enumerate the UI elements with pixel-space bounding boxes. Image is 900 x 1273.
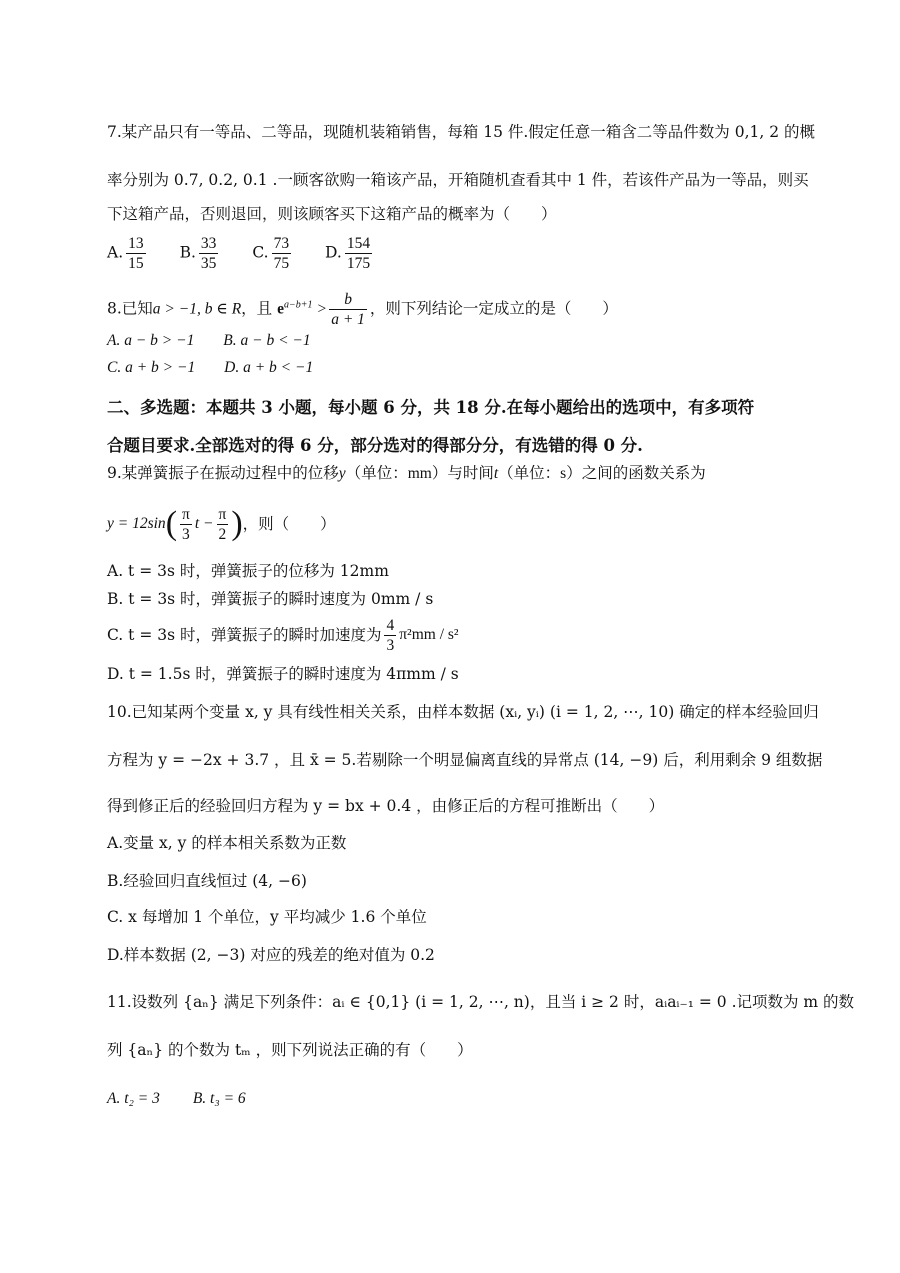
q11-option-b: B. t₃ = 6 (192, 1090, 246, 1107)
q7-option-b: B. $\frac{33}{35}$ (179, 235, 217, 272)
q9-option-a: A. t = 3s 时，弹簧振子的位移为 12mm (107, 562, 389, 580)
q9-function: y = 12sin ( $\frac{\pi}{3}$ t − $\frac{\pi}{2}$ ) ，则（ ） (107, 505, 336, 543)
q8-options-cd (107, 357, 313, 378)
q7-option-d: D. $\frac{154}{175}$ (325, 235, 371, 272)
q9-option-d: D. t = 1.5s 时，弹簧振子的瞬时速度为 4πmm / s (107, 665, 459, 683)
q7-line-2: 率分别为 0.7, 0.2, 0.1 .一顾客欲购一箱该产品，开箱随机查看其中 1 件，若该件产品为一等品，则买 (107, 171, 809, 189)
q11-line-2: 列 {aₙ} 的个数为 tₘ ，则下列说法正确的有（ ） (107, 1041, 473, 1059)
q8-options-ab (107, 330, 311, 351)
section-2-heading-line-2: 合题目要求.全部选对的得 6 分，部分选对的得部分分，有选错的得 0 分. (107, 436, 643, 455)
q8-option-d: D. a + b < −1 (224, 359, 314, 376)
q9-option-c: C. t = 3s 时，弹簧振子的瞬时加速度为 $\frac{4}{3}$ π²mm / s² (107, 616, 459, 654)
q8-option-a: A. a − b > −1 (107, 332, 195, 349)
q7-option-a: A. $\frac{13}{15}$ (107, 235, 144, 272)
q10-line-1: 10.已知某两个变量 x, y 具有线性相关关系，由样本数据 (xᵢ, yᵢ) (i = 1, 2, ⋯, 10) 确定的样本经验回归 (107, 703, 819, 721)
q7-line-3: 下这箱产品，否则退回，则该顾客买下这箱产品的概率为（ ） (107, 205, 557, 223)
q10-line-2: 方程为 y = −2x + 3.7 ，且 x̄ = 5.若剔除一个明显偏离直线的异常点 (14, −9) 后，利用剩余 9 组数据 (107, 751, 823, 769)
q7-option-c: C. $\frac{73}{75}$ (252, 235, 290, 272)
q10-option-d: D.样本数据 (2, −3) 对应的残差的绝对值为 0.2 (107, 946, 435, 964)
q8-option-c: C. a + b > −1 (107, 359, 196, 376)
q11-options (107, 1088, 246, 1109)
q7-line-1: 7.某产品只有一等品、二等品，现随机装箱销售，每箱 15 件.假定任意一箱含二等品件数为 0,1, 2 的概 (107, 123, 816, 141)
q11-line-1: 11.设数列 {aₙ} 满足下列条件：aᵢ ∈ {0,1} (i = 1, 2, ⋯, n)，且当 i ≥ 2 时，aᵢaᵢ₋₁ = 0 .记项数为 m 的数 (107, 993, 855, 1011)
section-2-heading-line-1: 二、多选题：本题共 3 小题，每小题 6 分，共 18 分.在每小题给出的选项中，有多项符 (107, 398, 755, 417)
q8-stem: 8.已知a > −1, b ∈ R，且 $e^{a-b+1}$ > $\frac{b}{a + 1}$ ，则下列结论一定成立的是（ ） (107, 291, 618, 328)
q9-stem: 9.某弹簧振子在振动过程中的位移y（单位：mm）与时间t（单位：s）之间的函数关系为 (107, 464, 706, 482)
q10-line-3: 得到修正后的经验回归方程为 y = bx + 0.4 ，由修正后的方程可推断出（ ） (107, 797, 665, 815)
q7-options (107, 234, 375, 273)
q10-option-a: A.变量 x, y 的样本相关系数为正数 (107, 834, 347, 852)
q10-option-c: C. x 每增加 1 个单位，y 平均减少 1.6 个单位 (107, 908, 427, 926)
q10-option-b: B.经验回归直线恒过 (4, −6) (107, 872, 307, 890)
q11-option-a: A. t₂ = 3 (107, 1090, 160, 1107)
q9-option-b: B. t = 3s 时，弹簧振子的瞬时速度为 0mm / s (107, 590, 434, 608)
q8-option-b: B. a − b < −1 (223, 332, 311, 349)
